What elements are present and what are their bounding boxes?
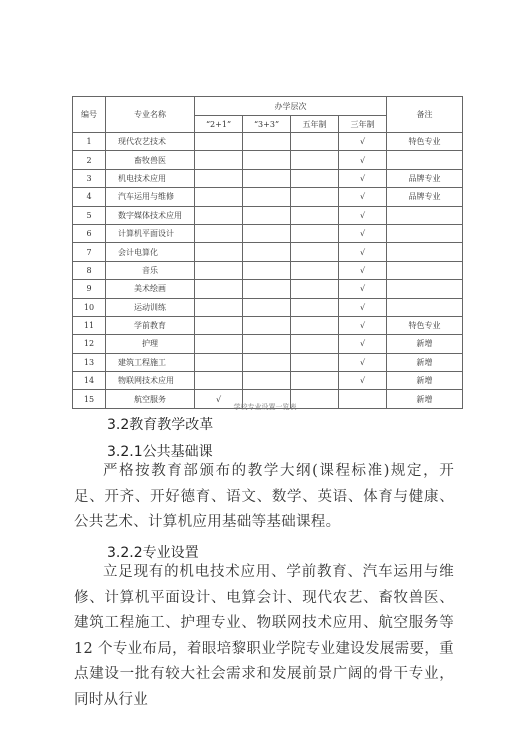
cell-level-3plus3	[243, 316, 291, 334]
table-row	[73, 298, 463, 316]
cell-level-2plus1	[195, 169, 243, 187]
cell-number: 15	[73, 390, 106, 408]
cell-level-three-year: √	[339, 316, 387, 334]
cell-level-five-year	[291, 280, 339, 298]
cell-level-three-year: √	[339, 188, 387, 206]
table-row	[73, 243, 463, 261]
cell-number: 7	[73, 243, 106, 261]
section-3-2-2-paragraph: 立足现有的机电技术应用、学前教育、汽车运用与维修、计算机平面设计、电算会计、现代农艺、畜牧兽医、建筑工程施工、护理专业、物联网技术应用、航空服务等 12 个专业布局，着眼培黎职业学院专业建设发展需要，重点建设一批有较大社会需求和发展前景广阔的骨干专业，同时从行业	[74, 564, 454, 708]
cell-level-2plus1	[195, 261, 243, 279]
cell-number: 9	[73, 280, 106, 298]
cell-remark	[387, 224, 463, 242]
cell-level-3plus3	[243, 261, 291, 279]
cell-remark: 特色专业	[387, 316, 463, 334]
cell-major-name: 机电技术应用	[106, 169, 195, 187]
cell-major-name: 计算机平面设计	[106, 224, 195, 242]
cell-level-three-year: √	[339, 280, 387, 298]
cell-level-five-year	[291, 133, 339, 151]
cell-remark: 品牌专业	[387, 169, 463, 187]
cell-level-2plus1: √	[195, 390, 243, 408]
section-3-2-2-heading: 3.2.2专业设置	[107, 545, 199, 561]
cell-level-three-year: √	[339, 335, 387, 353]
cell-number: 6	[73, 224, 106, 242]
cell-level-2plus1	[195, 188, 243, 206]
cell-number: 13	[73, 353, 106, 371]
cell-level-2plus1	[195, 335, 243, 353]
cell-level-five-year	[291, 298, 339, 316]
header-level-2plus1: “2+1”	[195, 116, 243, 133]
cell-level-three-year: √	[339, 372, 387, 390]
cell-level-3plus3	[243, 335, 291, 353]
cell-major-name: 数字媒体技术应用	[106, 206, 195, 224]
cell-major-name: 音乐	[106, 261, 195, 279]
cell-remark	[387, 298, 463, 316]
cell-number: 5	[73, 206, 106, 224]
cell-major-name: 运动训练	[106, 298, 195, 316]
header-major-name: 专业名称	[106, 97, 195, 133]
header-level-three-year: 三年制	[339, 116, 387, 133]
cell-level-five-year	[291, 169, 339, 187]
table-row	[73, 206, 463, 224]
major-table-container	[72, 96, 462, 409]
cell-level-2plus1	[195, 133, 243, 151]
cell-remark: 新增	[387, 390, 463, 408]
section-3-2-heading: 3.2教育教学改革	[107, 417, 214, 433]
cell-remark	[387, 206, 463, 224]
cell-level-3plus3	[243, 133, 291, 151]
header-remark: 备注	[387, 97, 463, 133]
cell-major-name: 美术绘画	[106, 280, 195, 298]
cell-remark: 新增	[387, 353, 463, 371]
cell-number: 2	[73, 151, 106, 169]
table-row	[73, 316, 463, 334]
cell-level-3plus3	[243, 151, 291, 169]
cell-level-2plus1	[195, 298, 243, 316]
table-row	[73, 188, 463, 206]
cell-level-five-year	[291, 206, 339, 224]
cell-number: 14	[73, 372, 106, 390]
header-level-group: 办学层次	[195, 97, 387, 116]
table-row	[73, 372, 463, 390]
cell-remark	[387, 261, 463, 279]
header-level-five-year: 五年制	[291, 116, 339, 133]
cell-level-five-year	[291, 353, 339, 371]
cell-remark	[387, 151, 463, 169]
cell-level-three-year: √	[339, 133, 387, 151]
cell-level-2plus1	[195, 151, 243, 169]
cell-level-five-year	[291, 261, 339, 279]
cell-level-2plus1	[195, 206, 243, 224]
cell-level-3plus3	[243, 224, 291, 242]
cell-level-five-year	[291, 335, 339, 353]
cell-major-name: 畜牧兽医	[106, 151, 195, 169]
cell-level-three-year: √	[339, 261, 387, 279]
cell-level-3plus3	[243, 169, 291, 187]
cell-level-2plus1	[195, 316, 243, 334]
header-level-3plus3: “3+3”	[243, 116, 291, 133]
cell-number: 10	[73, 298, 106, 316]
section-3-2-1-heading: 3.2.1公共基础课	[107, 444, 213, 460]
cell-level-3plus3	[243, 353, 291, 371]
cell-level-2plus1	[195, 353, 243, 371]
cell-major-name: 航空服务	[106, 390, 195, 408]
cell-major-name: 现代农艺技术	[106, 133, 195, 151]
cell-level-three-year: √	[339, 151, 387, 169]
cell-major-name: 建筑工程施工	[106, 353, 195, 371]
cell-remark: 特色专业	[387, 133, 463, 151]
cell-remark	[387, 280, 463, 298]
cell-major-name: 会计电算化	[106, 243, 195, 261]
cell-level-three-year: √	[339, 353, 387, 371]
cell-level-2plus1	[195, 243, 243, 261]
cell-level-three-year: √	[339, 206, 387, 224]
cell-level-2plus1	[195, 372, 243, 390]
table-body	[73, 133, 463, 409]
cell-major-name: 学前教育	[106, 316, 195, 334]
header-number: 编号	[73, 97, 106, 133]
table-row	[73, 151, 463, 169]
table-row	[73, 335, 463, 353]
table-caption: 学校专业设置一览表	[233, 403, 297, 411]
table-row	[73, 169, 463, 187]
cell-level-3plus3	[243, 243, 291, 261]
cell-level-three-year: √	[339, 169, 387, 187]
cell-remark: 新增	[387, 372, 463, 390]
table-row	[73, 261, 463, 279]
cell-level-three-year: √	[339, 298, 387, 316]
table-row	[73, 224, 463, 242]
cell-level-five-year	[291, 224, 339, 242]
cell-level-2plus1	[195, 224, 243, 242]
cell-number: 12	[73, 335, 106, 353]
cell-level-five-year	[291, 372, 339, 390]
major-table	[72, 96, 463, 409]
cell-level-three-year: √	[339, 224, 387, 242]
cell-remark: 新增	[387, 335, 463, 353]
cell-level-five-year	[291, 151, 339, 169]
cell-number: 11	[73, 316, 106, 334]
cell-number: 8	[73, 261, 106, 279]
cell-number: 1	[73, 133, 106, 151]
cell-level-3plus3	[243, 280, 291, 298]
cell-level-five-year	[291, 243, 339, 261]
table-row	[73, 280, 463, 298]
cell-level-three-year: √	[339, 243, 387, 261]
cell-level-3plus3	[243, 298, 291, 316]
cell-number: 3	[73, 169, 106, 187]
cell-major-name: 汽车运用与维修	[106, 188, 195, 206]
cell-level-3plus3	[243, 188, 291, 206]
cell-level-five-year	[291, 188, 339, 206]
cell-remark: 品牌专业	[387, 188, 463, 206]
table-row	[73, 353, 463, 371]
cell-level-3plus3	[243, 206, 291, 224]
cell-level-3plus3	[243, 372, 291, 390]
cell-major-name: 物联网技术应用	[106, 372, 195, 390]
table-row	[73, 133, 463, 151]
cell-level-2plus1	[195, 280, 243, 298]
cell-number: 4	[73, 188, 106, 206]
cell-level-five-year	[291, 316, 339, 334]
cell-remark	[387, 243, 463, 261]
cell-major-name: 护理	[106, 335, 195, 353]
section-3-2-1-paragraph: 严格按教育部颁布的教学大纲(课程标准)规定，开足、开齐、开好德育、语文、数学、英语、体育与健康、公共艺术、计算机应用基础等基础课程。	[74, 463, 454, 530]
